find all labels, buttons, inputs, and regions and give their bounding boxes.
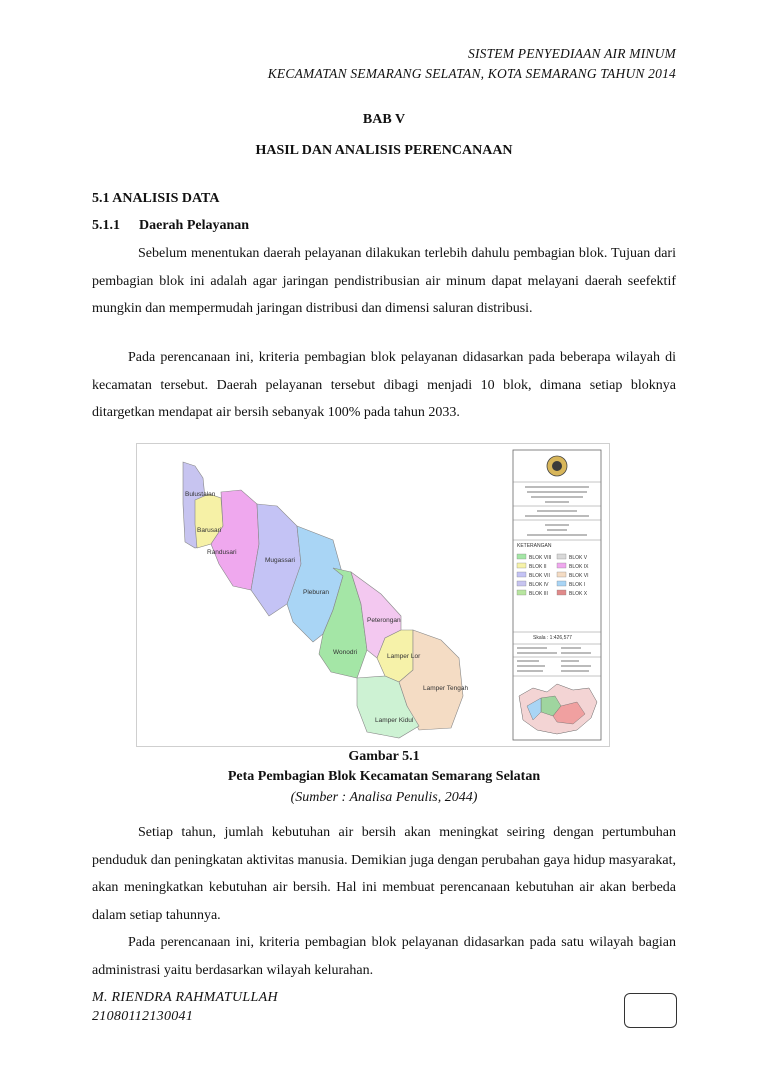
- map-scale: Skala : 1:426,577: [533, 635, 572, 641]
- legend-item: BLOK II: [529, 564, 547, 570]
- running-header-subtitle: KECAMATAN SEMARANG SELATAN, KOTA SEMARANG TAHUN 2014: [267, 66, 676, 81]
- paragraph-2: Pada perencanaan ini, kriteria pembagian blok pelayanan didasarkan pada beberapa wilayah di kecamatan tersebut. Daerah pelayanan tersebut dibagi menjadi 10 blok, dimana setiap bloknya ditargetkan mendapat air bersih sebanyak 100% pada tahun 2033.: [92, 350, 676, 420]
- section-heading: 5.1 ANALISIS DATA: [92, 191, 220, 206]
- legend-item: BLOK IV: [529, 582, 549, 588]
- region-label: Lamper Lor: [387, 653, 421, 660]
- paragraph-3: Setiap tahun, jumlah kebutuhan air bersih akan meningkat seiring dengan pertumbuhan penduduk dan peningkatan aktivitas manusia. Demikian juga dengan perubahan gaya hidup masyarakat, akan meningkatkan kebutuhan air bersih. Hal ini membuat perencanaan kebutuhan air akan berbeda dalam setiap tahunnya.: [92, 825, 676, 923]
- page-number-box: [624, 993, 677, 1028]
- footer-author: M. RIENDRA RAHMATULLAH: [92, 990, 278, 1005]
- region-label: Mugassari: [265, 557, 295, 564]
- footer-student-id: 21080112130041: [92, 1009, 194, 1024]
- figure-title: Peta Pembagian Blok Kecamatan Semarang Selatan: [227, 769, 541, 784]
- running-header-title: SISTEM PENYEDIAAN AIR MINUM: [468, 46, 676, 61]
- chapter-number: BAB V: [362, 112, 406, 127]
- legend-item: BLOK VI: [569, 573, 589, 579]
- subsection-title: Daerah Pelayanan: [139, 218, 250, 233]
- legend-heading: KETERANGAN: [517, 543, 552, 549]
- map-legend-panel: [513, 450, 601, 740]
- subsection-number: 5.1.1: [92, 218, 120, 233]
- chapter-title: HASIL DAN ANALISIS PERENCANAAN: [255, 143, 513, 158]
- legend-item: BLOK III: [529, 591, 548, 597]
- region-label: Peterongan: [367, 617, 401, 624]
- subsection-heading: [92, 218, 249, 234]
- paragraph-4: Pada perencanaan ini, kriteria pembagian blok pelayanan didasarkan pada satu wilayah bagian administrasi yaitu berdasarkan wilayah kelurahan.: [92, 935, 676, 978]
- map-figure: [137, 444, 609, 746]
- legend-item: BLOK X: [569, 591, 588, 597]
- region-label: Lamper Tengah: [423, 685, 469, 692]
- legend-item: BLOK VII: [529, 573, 550, 579]
- region-label: Wonodri: [333, 649, 358, 656]
- legend-item: BLOK IX: [569, 564, 589, 570]
- figure-source: (Sumber : Analisa Penulis, 2044): [290, 790, 478, 805]
- region-label: Pleburan: [303, 589, 330, 596]
- region-label: Lamper Kidul: [375, 717, 414, 724]
- region-label: Barusari: [197, 527, 222, 534]
- legend-item: BLOK I: [569, 582, 586, 588]
- legend-item: BLOK V: [569, 555, 588, 561]
- block-division-map: [136, 443, 610, 747]
- region-label: Bulustalan: [185, 491, 216, 498]
- region-label: Randusari: [207, 549, 237, 556]
- figure-number: Gambar 5.1: [348, 749, 420, 764]
- paragraph-1: Sebelum menentukan daerah pelayanan dilakukan terlebih dahulu pembagian blok. Tujuan dari pembagian blok ini adalah agar jaringan pendistribusian air minum dapat melayani daerah seefektif mungkin dan mempermudah jaringan distribusi dan dimensi saluran distribusi.: [92, 246, 676, 316]
- legend-item: BLOK VIII: [529, 555, 552, 561]
